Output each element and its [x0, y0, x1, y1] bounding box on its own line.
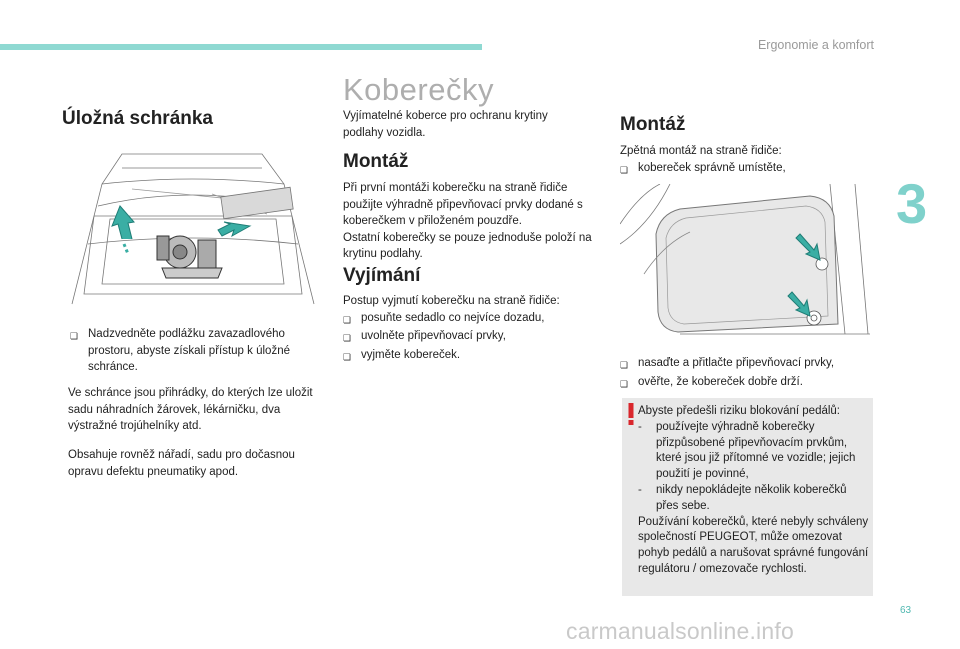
storage-bullet-list — [70, 326, 328, 376]
watermark-text: carmanualsonline.info — [566, 618, 794, 644]
reinstallation-intro: Zpětná montáž na straně řidiče: — [620, 145, 782, 157]
list-item — [620, 160, 870, 179]
exclamation-icon — [627, 403, 635, 425]
installation-paragraph: Při první montáži koberečku na straně řidiče použijte výhradně připevňovací prvky dodané s koberečkem v přiloženém pouzdře. — [343, 182, 583, 227]
page-number: 63 — [900, 605, 912, 616]
arrow-icon — [218, 222, 250, 236]
reinstallation-title: Montáž — [620, 114, 686, 135]
installation-text — [343, 180, 603, 263]
list-item — [638, 483, 870, 515]
trunk-drawing — [62, 144, 324, 314]
list-item-text: posuňte sedadlo co nejvíce dozadu, — [361, 311, 545, 324]
checkbox-marker-icon: ❏ — [343, 333, 352, 343]
storage-box-title: Úložná schránka — [62, 108, 213, 129]
list-item — [343, 328, 603, 347]
list-item-text: kobereček správně umístěte, — [638, 161, 786, 174]
dash-marker: - — [638, 483, 642, 496]
list-item-text: nikdy nepokládejte několik koberečků přes sebe. — [656, 483, 847, 512]
removal-intro: Postup vyjmutí koberečku na straně řidiče: — [343, 295, 560, 307]
checkbox-marker-icon: ❏ — [343, 314, 352, 325]
removal-text — [343, 293, 603, 365]
installation-paragraph-2: Ostatní koberečky se pouze jednoduše položí na krytinu podlahy. — [343, 231, 592, 260]
checkbox-marker-icon: ❏ — [70, 331, 79, 341]
warning-intro: Abyste předešli riziku blokování pedálů: — [638, 405, 841, 417]
floor-mat-drawing — [620, 184, 880, 344]
section-title: Ergonomie a komfort — [757, 38, 874, 52]
list-item-text: ověřte, že kobereček dobře drží. — [638, 375, 803, 388]
chapter-number: 3 — [896, 172, 928, 235]
floor-mat-illustration — [620, 184, 880, 344]
list-item-text: nasaďte a přitlačte připevňovací prvky, — [638, 357, 835, 369]
dash-marker: - — [638, 420, 642, 433]
list-item — [638, 420, 870, 483]
list-item-text: vyjměte kobereček. — [361, 348, 461, 361]
reinstallation-text — [620, 143, 870, 178]
up-arrow-icon — [112, 206, 134, 254]
list-item — [620, 374, 870, 393]
storage-paragraph-2: Obsahuje rovněž nářadí, sadu pro dočasnou opravu defektu pneumatiky apod. — [68, 449, 295, 478]
header-accent-bar — [0, 44, 482, 50]
removal-title: Vyjímání — [343, 265, 421, 286]
list-item-text: uvolněte připevňovací prvky, — [361, 330, 506, 342]
list-item-text: Nadzvedněte podlážku zavazadlového prostoru, abyste získali přístup k úložné schránce. — [88, 328, 290, 373]
checkbox-marker-icon: ❏ — [620, 164, 629, 175]
storage-paragraph-1: Ve schránce jsou přihrádky, do kterých lze uložit sadu náhradních žárovek, lékárničku, dva výstražné trojúhelníky atd. — [68, 387, 313, 432]
list-item — [70, 326, 328, 376]
list-item — [620, 355, 870, 374]
mats-intro: Vyjímatelné koberce pro ochranu krytiny podlahy vozidla. — [343, 110, 548, 139]
checkbox-marker-icon: ❏ — [343, 351, 352, 362]
list-item — [343, 310, 603, 329]
checkbox-marker-icon: ❏ — [620, 378, 629, 389]
list-item-text: používejte výhradně koberečky přizpůsobené připevňovacím prvkům, které jsou již přítomné ve vozidle; jejich použití je povinné, — [656, 420, 856, 481]
warning-text — [638, 404, 870, 578]
installation-title: Montáž — [343, 151, 409, 172]
page-title: Koberečky — [343, 72, 494, 107]
checkbox-marker-icon: ❏ — [620, 360, 629, 370]
warning-closing: Používání koberečků, které nebyly schváleny společností PEUGEOT, může omezovat pohyb pedálů a narušovat správné fungování regulátoru / omezovače rychlosti. — [638, 515, 869, 575]
list-item — [343, 347, 603, 366]
trunk-storage-illustration — [62, 144, 324, 314]
reinstallation-bullets — [620, 355, 870, 392]
